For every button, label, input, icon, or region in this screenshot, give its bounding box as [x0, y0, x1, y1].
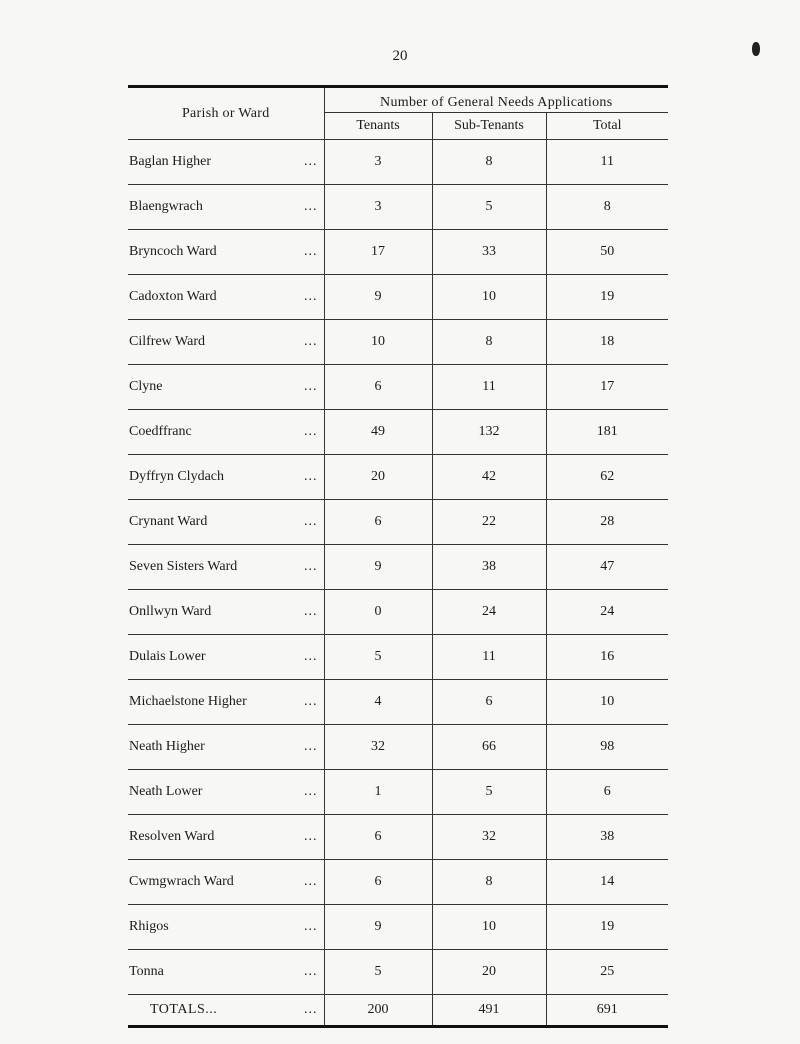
- tenants-value: 3: [324, 140, 432, 185]
- sub-tenants-value: 42: [432, 455, 546, 500]
- ward-cell: [128, 410, 324, 455]
- ward-name: Seven Sisters Ward: [129, 559, 238, 574]
- margin-bullet-mark: [752, 42, 760, 56]
- table-row: [128, 860, 668, 905]
- applications-table: [128, 85, 668, 1028]
- tenants-value: 9: [324, 905, 432, 950]
- ward-cell: [128, 860, 324, 905]
- leader-dots: ...: [304, 154, 318, 169]
- total-value: 19: [546, 905, 668, 950]
- total-value: 10: [546, 680, 668, 725]
- ward-cell: [128, 140, 324, 185]
- tenants-value: 6: [324, 860, 432, 905]
- ward-name: Dulais Lower: [129, 649, 206, 664]
- sub-tenants-value: 33: [432, 230, 546, 275]
- totals-row: [128, 995, 668, 1027]
- sub-tenants-column-header: Sub-Tenants: [432, 113, 546, 140]
- ward-name: Onllwyn Ward: [129, 604, 212, 619]
- ward-name: Blaengwrach: [129, 199, 203, 214]
- total-value: 17: [546, 365, 668, 410]
- applications-group-header: Number of General Needs Applications: [324, 87, 668, 113]
- table-row: [128, 680, 668, 725]
- ward-name: Tonna: [129, 964, 164, 979]
- ward-column-header: Parish or Ward: [128, 87, 324, 140]
- sub-tenants-value: 10: [432, 905, 546, 950]
- total-value: 181: [546, 410, 668, 455]
- ward-name: Neath Higher: [129, 739, 205, 754]
- leader-dots: ...: [304, 379, 318, 394]
- ward-name: Rhigos: [129, 919, 169, 934]
- table-row: [128, 545, 668, 590]
- ward-cell: [128, 950, 324, 995]
- leader-dots: ...: [304, 334, 318, 349]
- total-value: 19: [546, 275, 668, 320]
- ward-name: Neath Lower: [129, 784, 203, 799]
- ward-name: Cilfrew Ward: [129, 334, 205, 349]
- ward-name: Crynant Ward: [129, 514, 208, 529]
- tenants-value: 32: [324, 725, 432, 770]
- ward-cell: [128, 455, 324, 500]
- table-row: [128, 140, 668, 185]
- table-row: [128, 590, 668, 635]
- total-value: 8: [546, 185, 668, 230]
- tenants-value: 9: [324, 545, 432, 590]
- leader-dots: ...: [304, 829, 318, 844]
- sub-tenants-value: 6: [432, 680, 546, 725]
- sub-tenants-value: 11: [432, 365, 546, 410]
- ward-cell: [128, 275, 324, 320]
- leader-dots: ...: [304, 424, 318, 439]
- leader-dots: ...: [304, 784, 318, 799]
- sub-tenants-value: 11: [432, 635, 546, 680]
- tenants-value: 10: [324, 320, 432, 365]
- leader-dots: ...: [304, 874, 318, 889]
- sub-tenants-value: 22: [432, 500, 546, 545]
- ward-cell: [128, 500, 324, 545]
- total-value: 47: [546, 545, 668, 590]
- tenants-value: 6: [324, 365, 432, 410]
- total-value: 38: [546, 815, 668, 860]
- sub-tenants-value: 132: [432, 410, 546, 455]
- ward-name: Coedffranc: [129, 424, 192, 439]
- sub-tenants-value: 66: [432, 725, 546, 770]
- sub-tenants-value: 38: [432, 545, 546, 590]
- ward-name: Dyffryn Clydach: [129, 469, 224, 484]
- sub-tenants-value: 10: [432, 275, 546, 320]
- ward-cell: [128, 590, 324, 635]
- ward-name: Cadoxton Ward: [129, 289, 217, 304]
- leader-dots: ...: [304, 199, 318, 214]
- total-value: 16: [546, 635, 668, 680]
- ward-cell: [128, 815, 324, 860]
- ward-cell: [128, 680, 324, 725]
- table-row: [128, 455, 668, 500]
- ward-name: Michaelstone Higher: [129, 694, 247, 709]
- leader-dots: ...: [304, 469, 318, 484]
- ward-cell: [128, 230, 324, 275]
- sub-tenants-value: 5: [432, 185, 546, 230]
- table-row: [128, 635, 668, 680]
- ward-name: Clyne: [129, 379, 163, 394]
- totals-sub-tenants: 491: [432, 995, 546, 1027]
- table-row: [128, 185, 668, 230]
- totals-total: 691: [546, 995, 668, 1027]
- ward-cell: [128, 365, 324, 410]
- tenants-value: 17: [324, 230, 432, 275]
- tenants-value: 4: [324, 680, 432, 725]
- table-row: [128, 365, 668, 410]
- leader-dots: ...: [304, 739, 318, 754]
- sub-tenants-value: 8: [432, 140, 546, 185]
- ward-cell: [128, 770, 324, 815]
- sub-tenants-value: 5: [432, 770, 546, 815]
- ward-cell: [128, 545, 324, 590]
- total-value: 98: [546, 725, 668, 770]
- total-value: 14: [546, 860, 668, 905]
- total-value: 50: [546, 230, 668, 275]
- leader-dots: ...: [304, 694, 318, 709]
- tenants-value: 6: [324, 815, 432, 860]
- table-row: [128, 905, 668, 950]
- table-row: [128, 770, 668, 815]
- total-value: 24: [546, 590, 668, 635]
- leader-dots: ...: [304, 919, 318, 934]
- sub-tenants-value: 20: [432, 950, 546, 995]
- total-column-header: Total: [546, 113, 668, 140]
- sub-tenants-value: 8: [432, 860, 546, 905]
- table-row: [128, 230, 668, 275]
- leader-dots: ...: [304, 559, 318, 574]
- leader-dots: ...: [304, 244, 318, 259]
- total-value: 28: [546, 500, 668, 545]
- total-value: 25: [546, 950, 668, 995]
- leader-dots: ...: [304, 1002, 318, 1017]
- ward-cell: [128, 320, 324, 365]
- leader-dots: ...: [304, 964, 318, 979]
- tenants-value: 5: [324, 950, 432, 995]
- total-value: 6: [546, 770, 668, 815]
- leader-dots: ...: [304, 604, 318, 619]
- table-body: [128, 140, 668, 1027]
- ward-name: Bryncoch Ward: [129, 244, 217, 259]
- totals-label: TOTALS...: [150, 1002, 218, 1017]
- tenants-value: 6: [324, 500, 432, 545]
- tenants-value: 49: [324, 410, 432, 455]
- sub-tenants-value: 24: [432, 590, 546, 635]
- tenants-value: 3: [324, 185, 432, 230]
- table-row: [128, 410, 668, 455]
- ward-name: Baglan Higher: [129, 154, 212, 169]
- table-row: [128, 725, 668, 770]
- ward-cell: [128, 905, 324, 950]
- leader-dots: ...: [304, 514, 318, 529]
- leader-dots: ...: [304, 289, 318, 304]
- ward-name: Resolven Ward: [129, 829, 215, 844]
- tenants-value: 1: [324, 770, 432, 815]
- ward-cell: [128, 725, 324, 770]
- totals-label-cell: [128, 995, 324, 1027]
- total-value: 11: [546, 140, 668, 185]
- tenants-value: 9: [324, 275, 432, 320]
- total-value: 18: [546, 320, 668, 365]
- tenants-column-header: Tenants: [324, 113, 432, 140]
- totals-tenants: 200: [324, 995, 432, 1027]
- sub-tenants-value: 8: [432, 320, 546, 365]
- tenants-value: 0: [324, 590, 432, 635]
- leader-dots: ...: [304, 649, 318, 664]
- table-row: [128, 950, 668, 995]
- tenants-value: 20: [324, 455, 432, 500]
- total-value: 62: [546, 455, 668, 500]
- table-row: [128, 500, 668, 545]
- page-number: 20: [392, 48, 408, 64]
- table-row: [128, 320, 668, 365]
- table-row: [128, 275, 668, 320]
- tenants-value: 5: [324, 635, 432, 680]
- ward-name: Cwmgwrach Ward: [129, 874, 234, 889]
- ward-cell: [128, 635, 324, 680]
- ward-cell: [128, 185, 324, 230]
- sub-tenants-value: 32: [432, 815, 546, 860]
- table-row: [128, 815, 668, 860]
